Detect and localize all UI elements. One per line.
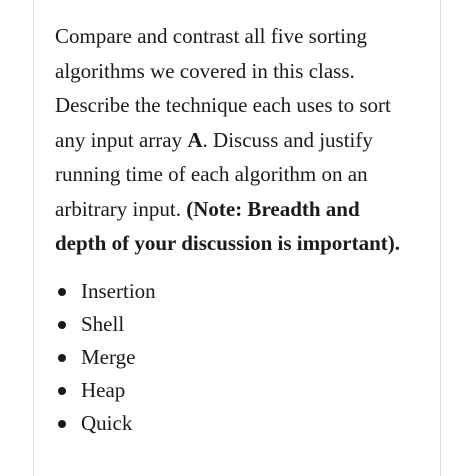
question-line <box>55 123 435 158</box>
question-text: . Discuss and justify <box>202 127 373 152</box>
algorithm-name: Merge <box>81 344 136 369</box>
bullet-icon <box>58 288 66 296</box>
left-border-line <box>33 0 34 476</box>
list-item <box>55 308 435 341</box>
question-line: Describe the technique each uses to sort <box>55 93 391 117</box>
algorithm-name: Shell <box>81 311 125 336</box>
question-line: running time of each algorithm on an <box>55 162 368 186</box>
question-line: algorithms we covered in this class. <box>55 58 355 83</box>
array-name-bold: A <box>187 127 203 152</box>
list-item <box>55 275 435 308</box>
note-bold-line: depth of your discussion is important). <box>55 231 401 255</box>
bullet-icon <box>58 420 66 428</box>
algorithm-name: Quick <box>81 410 133 435</box>
bullet-icon <box>58 321 66 329</box>
question-text: arbitrary input. <box>55 196 187 221</box>
question-paragraph <box>55 19 435 261</box>
question-line <box>55 192 435 227</box>
question-content <box>55 19 435 440</box>
question-line: Compare and contrast all five sorting <box>55 24 367 48</box>
algorithm-name: Heap <box>81 377 126 402</box>
right-border-line <box>440 0 441 476</box>
list-item <box>55 341 435 374</box>
note-bold: (Note: Breadth and <box>186 196 360 221</box>
bullet-icon <box>58 387 66 395</box>
algorithm-list <box>55 275 435 440</box>
algorithm-name: Insertion <box>81 278 156 303</box>
question-text: any input array <box>55 127 188 152</box>
bullet-icon <box>58 354 66 362</box>
list-item <box>55 374 435 407</box>
list-item <box>55 407 435 440</box>
